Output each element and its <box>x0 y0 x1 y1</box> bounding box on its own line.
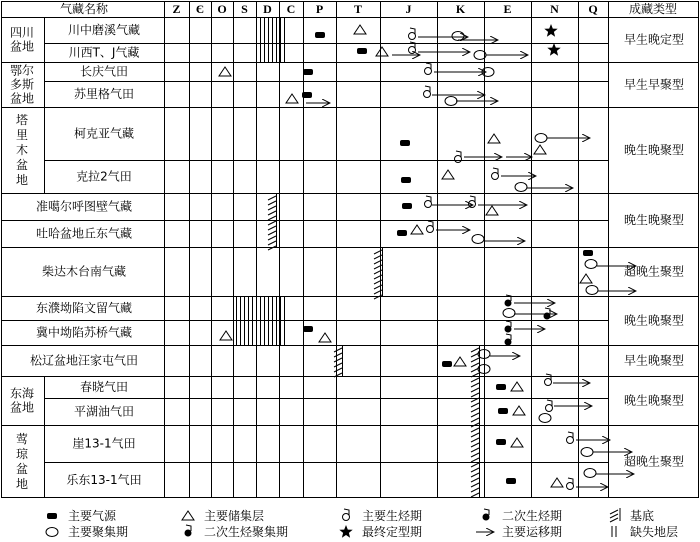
reservoir-mark <box>513 406 525 415</box>
field-name: 平湖油气田 <box>73 404 135 419</box>
accumulation-mark <box>452 32 464 41</box>
period-label: Z <box>172 2 181 16</box>
legend-label: 二次生烃期 <box>502 509 563 523</box>
generation-mark <box>425 63 432 75</box>
legend-item <box>502 508 562 523</box>
type-label: 晚生晚聚型 <box>623 213 685 227</box>
second-generation-mark <box>483 509 490 521</box>
generation-mark <box>492 168 499 180</box>
source-mark <box>47 513 57 519</box>
reservoir-mark <box>220 331 232 340</box>
period-headers <box>172 2 597 16</box>
period-label: D <box>263 2 272 16</box>
source-mark <box>400 140 410 146</box>
second-generation-mark <box>544 308 551 320</box>
basin-label: 鄂尔多斯盆地 <box>9 63 35 106</box>
final-mark <box>544 24 557 37</box>
legend-label: 主要气源 <box>68 509 117 523</box>
accumulation-mark <box>472 235 484 244</box>
basement <box>374 247 383 299</box>
legend-label: 基底 <box>630 509 655 523</box>
generation-mark <box>567 432 574 444</box>
accumulation-mark <box>515 183 527 192</box>
legend-item <box>68 508 117 523</box>
name-column-header: 气藏名称 <box>59 2 109 16</box>
legend-item <box>630 524 678 539</box>
reservoir-mark <box>551 478 563 487</box>
source-mark <box>496 439 506 445</box>
legend-label: 主要聚集期 <box>68 525 129 539</box>
accumulation-mark <box>585 260 597 269</box>
legend-item <box>362 508 422 523</box>
field-name: 冀中坳陷苏桥气藏 <box>35 325 133 340</box>
field-name: 长庆气田 <box>79 64 129 79</box>
generation-mark <box>469 196 476 208</box>
reservoir-mark <box>219 67 231 76</box>
basin-label: 莺琼盆地 <box>15 432 29 491</box>
final-mark <box>547 43 560 56</box>
accumulation-mark <box>503 309 515 318</box>
table-header <box>60 1 677 16</box>
reservoir-mark <box>534 145 546 154</box>
source-mark <box>442 361 452 367</box>
source-mark <box>401 177 411 183</box>
field-labels <box>30 22 142 487</box>
field-name: 松辽盆地汪家屯气田 <box>29 353 139 368</box>
source-mark <box>506 478 516 484</box>
legend-label: 二次生烃聚集期 <box>204 525 289 539</box>
period-gridlines <box>190 2 579 498</box>
accumulation-mark <box>586 286 598 295</box>
final-mark <box>339 525 352 538</box>
legend <box>68 508 678 539</box>
source-mark <box>303 69 313 75</box>
missing-strata <box>261 17 285 62</box>
legend-label: 主要生烃期 <box>362 509 423 523</box>
field-name: 崖13-1气田 <box>72 436 136 451</box>
missing-strata-blocks <box>237 17 285 345</box>
generation-mark <box>546 400 553 412</box>
type-label: 早生早聚型 <box>623 77 685 92</box>
type-labels <box>624 32 684 469</box>
field-name: 克拉2气田 <box>76 169 132 184</box>
reservoir-mark <box>454 357 466 366</box>
reservoir-mark <box>182 511 194 520</box>
legend-item <box>630 508 654 523</box>
period-label: T <box>353 2 363 16</box>
period-label: O <box>217 2 227 16</box>
event-symbols <box>46 24 636 538</box>
field-name: 乐东13-1气田 <box>66 473 142 487</box>
reservoir-mark <box>411 225 423 234</box>
basin-label: 四川盆地 <box>9 25 35 54</box>
legend-item <box>68 524 128 539</box>
source-mark <box>397 230 407 236</box>
reservoir-mark <box>442 170 454 179</box>
generation-mark <box>343 509 350 521</box>
reservoir-mark <box>319 333 331 342</box>
period-label: K <box>455 2 466 16</box>
reservoir-mark <box>580 274 592 283</box>
legend-item <box>362 524 422 539</box>
type-label: 早生晚聚型 <box>623 353 685 368</box>
type-label: 晚生晚聚型 <box>623 143 685 157</box>
legend-item <box>204 508 264 523</box>
period-label: J <box>405 2 412 16</box>
field-name: 川西T、J气藏 <box>68 45 140 60</box>
legend-label: 缺失地层 <box>630 525 679 539</box>
field-name: 吐哈盆地丘东气藏 <box>35 226 133 241</box>
period-label: E <box>503 2 512 16</box>
reservoir-mark <box>376 47 388 56</box>
period-label: S <box>241 2 248 16</box>
field-name: 柴达木台南气藏 <box>41 264 127 279</box>
period-label: C <box>286 2 296 16</box>
source-mark <box>303 326 313 332</box>
period-label: Q <box>588 2 598 16</box>
type-label: 早生晚定型 <box>623 32 685 47</box>
field-name: 川中磨溪气藏 <box>67 23 141 37</box>
generation-mark <box>409 28 416 40</box>
second-generation-mark <box>505 321 512 333</box>
source-mark <box>402 203 412 209</box>
type-label: 超晚生聚型 <box>623 264 685 279</box>
reservoir-mark <box>286 94 298 103</box>
period-label: N <box>550 2 559 16</box>
accumulation-mark <box>535 134 547 143</box>
field-name: 东濮坳陷文留气藏 <box>35 301 133 315</box>
legend-missing-swatch <box>612 526 616 537</box>
legend-label: 主要储集层 <box>204 509 265 523</box>
accumulation-mark <box>46 528 58 537</box>
field-name: 柯克亚气藏 <box>73 126 135 141</box>
basin-label: 东海盆地 <box>9 386 35 415</box>
legend-label: 主要运移期 <box>502 525 563 539</box>
generation-mark <box>427 221 434 233</box>
field-name: 苏里格气田 <box>73 87 135 101</box>
type-column-header: 成藏类型 <box>628 2 678 16</box>
type-label: 晚生晚聚型 <box>623 313 685 328</box>
legend-item <box>502 524 562 539</box>
source-mark <box>496 384 506 390</box>
generation-mark <box>545 374 552 386</box>
reservoir-mark <box>354 25 366 34</box>
source-mark <box>302 92 312 98</box>
source-mark <box>498 408 508 414</box>
type-label: 晚生晚聚型 <box>623 393 685 408</box>
second-generation-mark <box>505 334 512 346</box>
reservoir-mark <box>511 382 523 391</box>
generation-mark <box>424 86 431 98</box>
legend-item <box>204 524 288 539</box>
basement <box>334 345 343 377</box>
legend-basement-swatch <box>610 508 620 522</box>
basement <box>268 193 277 250</box>
reservoir-mark <box>511 438 523 447</box>
basin-label: 塔里木盆地 <box>15 113 29 187</box>
basin-labels <box>10 26 34 492</box>
field-name: 准噶尔呼图壁气藏 <box>35 199 133 214</box>
legend-label: 最终定型期 <box>362 525 423 539</box>
accumulation-mark <box>581 448 593 457</box>
type-label: 超晚生聚型 <box>623 454 685 469</box>
accumulation-mark <box>445 97 457 106</box>
period-label: Є <box>195 2 205 16</box>
accumulation-mark <box>539 414 551 423</box>
field-name: 春晓气田 <box>79 380 129 394</box>
generation-mark <box>567 478 574 490</box>
reservoir-mark <box>486 206 498 215</box>
reservoir-mark <box>488 134 500 143</box>
second-generation-mark <box>185 525 192 537</box>
period-label: P <box>315 2 324 16</box>
accumulation-mark <box>584 469 596 478</box>
source-mark <box>315 32 325 38</box>
source-mark <box>357 48 367 54</box>
generation-mark <box>425 196 432 208</box>
source-mark <box>583 250 593 256</box>
